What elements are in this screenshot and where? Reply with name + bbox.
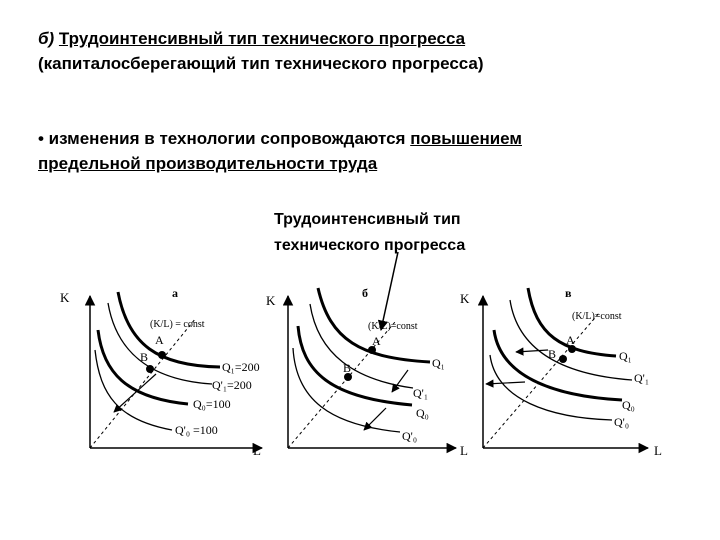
- panel-b-label-b: B: [343, 361, 352, 375]
- panel-c-title: в: [565, 286, 572, 300]
- callout-line-1: Трудоинтенсивный тип: [274, 211, 461, 228]
- panel-a-y-label: K: [60, 290, 70, 305]
- panel-a-q1-prime-label: Q'₁=200: [212, 378, 252, 392]
- heading-title: Трудоинтенсивный тип технического прогресса: [58, 29, 466, 48]
- panel-b-q0: [298, 326, 412, 405]
- panel-c-q0-label: Q₀: [622, 398, 635, 412]
- panel-b-title: б: [362, 286, 368, 300]
- panel-b-shift-arrow-1: [392, 370, 408, 392]
- panel-b-q1-prime-label: Q'₁: [413, 386, 429, 400]
- panel-b-x-label: L: [460, 443, 468, 458]
- panel-b-y-label: K: [266, 293, 276, 308]
- panel-c-ray-label: (K/L)=const: [572, 311, 622, 322]
- panel-a-q0-label: Q₀=100: [193, 397, 231, 411]
- panel-a-q0-prime-label: Q'₀ =100: [175, 423, 218, 437]
- panel-c-label-b: B: [548, 347, 557, 361]
- bullet-symbol: •: [38, 129, 44, 148]
- panel-c-q0-prime-label: Q'₀: [614, 415, 630, 429]
- panel-c-q1-prime-label: Q'₁: [634, 371, 650, 385]
- bullet-underlined-2: предельной производительности труда: [38, 154, 378, 173]
- heading-label: б): [38, 29, 55, 48]
- panel-c-label-a: A: [566, 333, 575, 347]
- panel-a-point-a: [158, 351, 166, 359]
- bullet-underlined-1: повышением: [410, 129, 522, 148]
- panel-c-shift-arrow-1: [486, 382, 525, 384]
- panel-a-point-b: [146, 365, 154, 373]
- panel-b-q0-label: Q₀: [416, 406, 429, 420]
- panel-a-x-label: L: [253, 443, 261, 458]
- panel-c-x-label: L: [654, 443, 662, 458]
- panel-c-point-b: [559, 355, 567, 363]
- panel-b-shift-arrow-2: [364, 408, 386, 430]
- panel-c-shift-arrow-2: [516, 350, 548, 352]
- panel-c: [460, 286, 662, 458]
- callout-pointer: [381, 252, 398, 330]
- panel-c-y-label: K: [460, 291, 470, 306]
- panel-b-q0-prime-label: Q'₀: [402, 429, 418, 443]
- panel-a-title: а: [172, 286, 178, 300]
- panel-b-ray-label: (K/L)=const: [368, 321, 418, 332]
- panel-a-q0: [98, 330, 188, 404]
- heading-line-2: (капиталосберегающий тип технического прогресса): [38, 54, 484, 73]
- panel-a-label-b: B: [140, 350, 149, 364]
- panel-b-q1-prime: [310, 304, 413, 388]
- bullet-text: изменения в технологии сопровождаются: [43, 129, 411, 148]
- panel-b-label-a: A: [372, 334, 381, 348]
- panel-b: [266, 286, 468, 458]
- callout-line-2: технического прогресса: [274, 237, 466, 254]
- panel-a-label-a: A: [155, 333, 164, 347]
- panel-a-ray-label: (K/L) = const: [150, 319, 205, 330]
- panel-c-q1-label: Q₁: [619, 349, 632, 363]
- panel-a-q1-label: Q₁=200: [222, 360, 260, 374]
- panel-b-q1-label: Q₁: [432, 356, 445, 370]
- panel-a: [60, 286, 262, 458]
